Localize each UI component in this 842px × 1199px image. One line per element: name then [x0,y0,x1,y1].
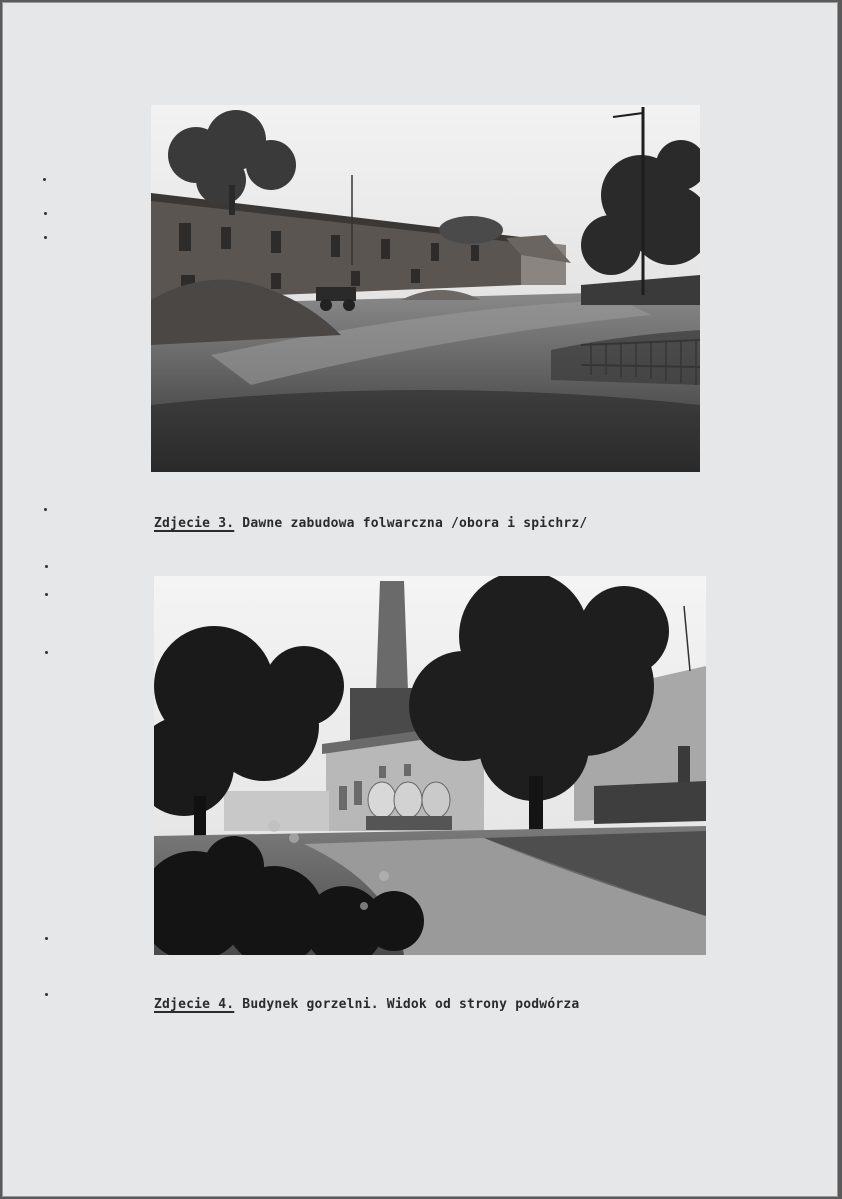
margin-dot [45,651,48,654]
photo-distillery-building [154,576,706,955]
margin-dot [44,508,47,511]
margin-dot [44,236,47,239]
caption-photo-3 [154,516,587,531]
caption-3-label: Zdjecie 3. [154,516,235,531]
margin-dot [45,993,48,996]
caption-4-label: Zdjecie 4. [154,997,235,1012]
photo-farm-buildings [151,105,700,472]
margin-dot [45,937,48,940]
caption-4-text: Budynek gorzelni. Widok od strony podwórza [234,997,580,1012]
caption-photo-4 [154,997,579,1012]
caption-3-text: Dawne zabudowa folwarczna /obora i spichrz/ [234,516,588,531]
margin-dot [43,178,46,181]
margin-dot [45,593,48,596]
margin-dot [44,212,47,215]
margin-dot [45,565,48,568]
